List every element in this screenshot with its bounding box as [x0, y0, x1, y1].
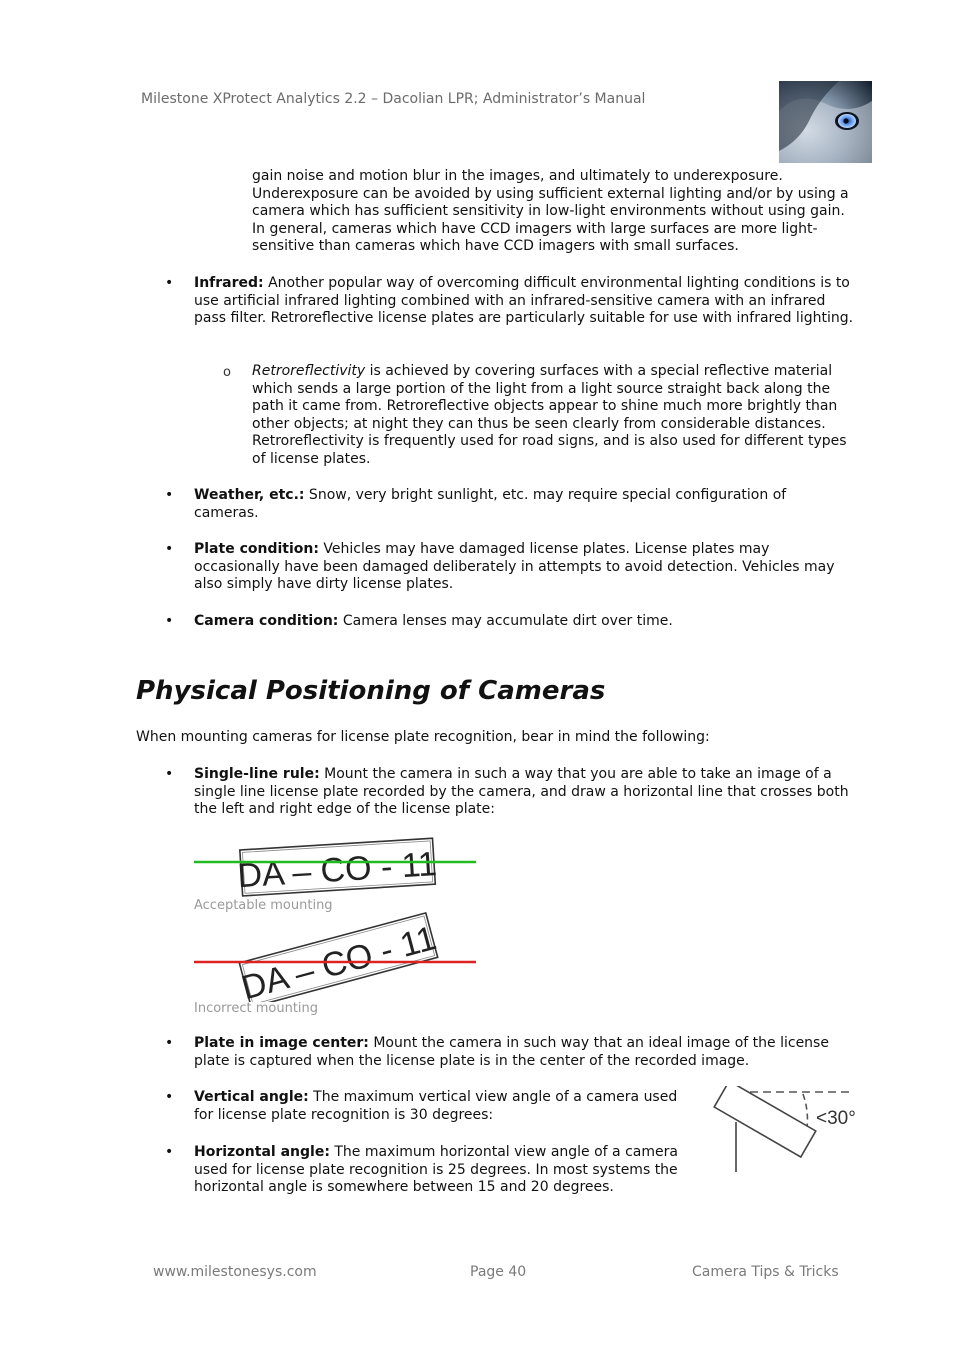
retro-term: Retroreflectivity	[252, 363, 366, 379]
camera-condition-item	[194, 613, 859, 631]
plate-condition-term: Plate condition:	[194, 541, 319, 557]
footer-chapter: Camera Tips & Tricks	[692, 1264, 839, 1280]
camera-body-icon	[714, 1086, 816, 1157]
bullet-dot: •	[165, 541, 174, 557]
continuation-paragraph: gain noise and motion blur in the images, and ultimately to underexposure. Underexposure can be avoided by using sufficient external lighting and/or by using a camera which has sufficient sensitivity in low-light environments without using gain. In general, cameras which have CCD imagers with large surfaces are more light-sensitive than cameras which have CCD imagers with small surfaces.	[252, 168, 849, 254]
plate-center-text: Mount the camera in such way that an ideal image of the license plate is captured when the license plate is in the center of the recorded image.	[194, 1035, 829, 1069]
weather-text: Snow, very bright sunlight, etc. may require special configuration of cameras.	[194, 487, 787, 521]
single-line-rule-item	[194, 766, 859, 819]
vertical-angle-text: The maximum vertical view angle of a camera used for license plate recognition is 30 degrees:	[194, 1089, 678, 1123]
plate-center-term: Plate in image center:	[194, 1035, 369, 1051]
bullet-dot: •	[165, 487, 174, 503]
single-line-text: Mount the camera in such a way that you are able to take an image of a single line license plate recorded by the camera, and draw a horizontal line that crosses both the left and right edge of the license plate:	[194, 766, 849, 817]
horizontal-angle-term: Horizontal angle:	[194, 1144, 330, 1160]
infrared-term: Infrared:	[194, 275, 264, 291]
section-heading: Physical Positioning of Cameras	[136, 676, 606, 706]
footer-page-number: Page 40	[470, 1264, 527, 1280]
sub-bullet-circle: o	[223, 365, 231, 380]
bullet-dot: •	[165, 1035, 174, 1051]
header-title: Milestone XProtect Analytics 2.2 – Dacolian LPR; Administrator’s Manual	[141, 91, 646, 107]
weather-item	[194, 487, 844, 522]
single-line-term: Single-line rule:	[194, 766, 320, 782]
bullet-dot: •	[165, 1089, 174, 1105]
vertical-angle-item	[194, 1089, 699, 1124]
horizontal-angle-text: The maximum horizontal view angle of a camera used for license plate recognition is 25 degrees. In most systems the horizontal angle is somewhere between 15 and 20 degrees.	[194, 1144, 678, 1195]
wolf-logo-image	[779, 81, 872, 163]
weather-term: Weather, etc.:	[194, 487, 305, 503]
incorrect-mounting-figure	[194, 910, 484, 1002]
caption-acceptable: Acceptable mounting	[194, 898, 333, 913]
infrared-text: Another popular way of overcoming difficult environmental lighting conditions is to use artificial infrared lighting combined with an infrared-sensitive camera with an infrared pass filter. Retroreflective license plates are particularly suitable for use with infrared lighting.	[194, 275, 854, 326]
camera-condition-text: Camera lenses may accumulate dirt over time.	[338, 613, 673, 629]
bullet-dot: •	[165, 275, 174, 291]
bullet-dot: •	[165, 766, 174, 782]
bullet-dot: •	[165, 613, 174, 629]
acceptable-plate-text: DA – CO - 11	[236, 845, 439, 896]
camera-condition-term: Camera condition:	[194, 613, 339, 629]
retro-text: is achieved by covering surfaces with a special reflective material which sends a large portion of the light from a light source straight back along the path it came from. Retroreflective objects appear to shine much more brightly than other objects; at night they can thus be seen clearly from considerable distances. Retroreflectivity is frequently used for road signs, and is also used for different types of license plates.	[252, 363, 847, 467]
plate-condition-item	[194, 541, 859, 594]
camera-angle-diagram	[708, 1086, 860, 1178]
acceptable-mounting-figure	[194, 832, 484, 900]
caption-incorrect: Incorrect mounting	[194, 1001, 319, 1016]
retroreflectivity-item	[252, 363, 864, 468]
plate-center-item	[194, 1035, 859, 1070]
bullet-dot: •	[165, 1144, 174, 1160]
horizontal-angle-item	[194, 1144, 704, 1197]
angle-label: <30°	[816, 1108, 856, 1129]
footer-website: www.milestonesys.com	[153, 1264, 317, 1280]
infrared-item	[194, 275, 859, 328]
incorrect-plate-text: DA – CO - 11	[237, 918, 441, 1002]
vertical-angle-term: Vertical angle:	[194, 1089, 309, 1105]
plate-condition-text: Vehicles may have damaged license plates. License plates may occasionally have been damaged deliberately in attempts to avoid detection. Vehicles may also simply have dirty license plates.	[194, 541, 835, 592]
section-intro: When mounting cameras for license plate recognition, bear in mind the following:	[136, 729, 710, 745]
